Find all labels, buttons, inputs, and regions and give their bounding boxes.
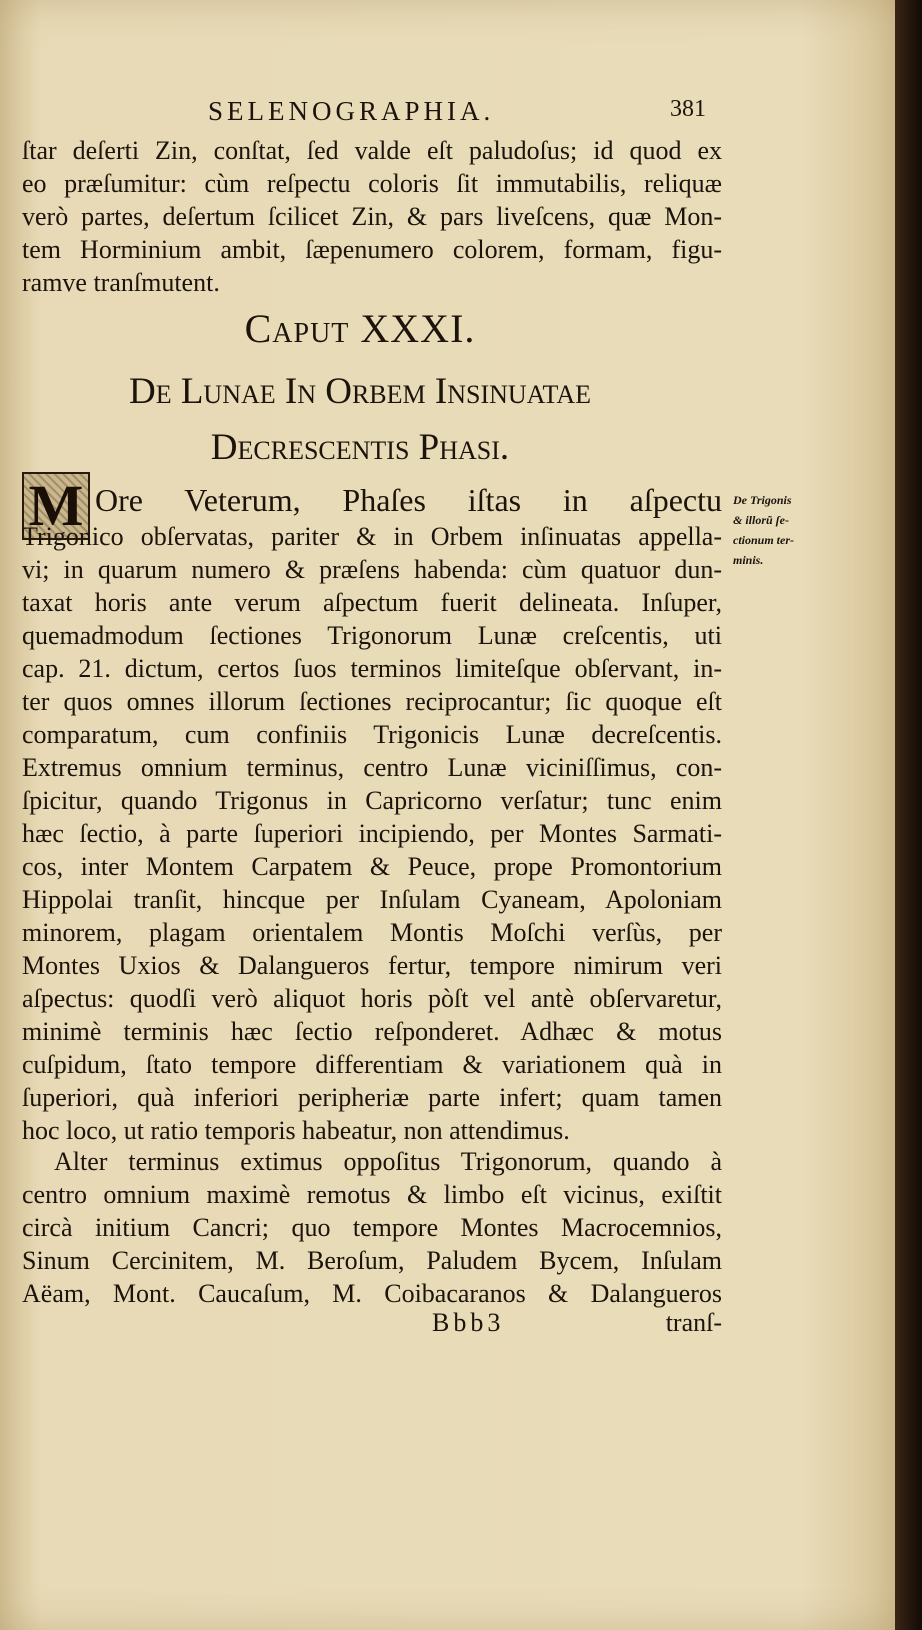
- text-line: centro omnium maximè remotus & limbo eſt vicinus, exiſtit: [22, 1180, 722, 1209]
- catchword: tranſ-: [665, 1308, 722, 1337]
- marginal-note-line: & illorũ ſe-: [733, 513, 789, 527]
- text-line: Extremus omnium terminus, centro Lunæ viciniſſimus, con-: [22, 753, 722, 782]
- page-footer: [22, 1308, 722, 1342]
- text-line: Aëam, Mont. Caucaſum, M. Coibacaranos & Dalangueros: [22, 1279, 722, 1308]
- chapter-heading: Caput XXXI.: [244, 306, 476, 351]
- text-line: circà initium Cancri; quo tempore Montes Macrocemnios,: [22, 1213, 722, 1242]
- text-line: cap. 21. dictum, certos ſuos terminos limiteſque obſervant, in-: [22, 654, 722, 683]
- text-line: Hippolai tranſit, hincque per Inſulam Cyaneam, Apoloniam: [22, 885, 722, 914]
- running-title: SELENOGRAPHIA.: [208, 96, 495, 126]
- marginal-note-line: De Trigonis: [733, 493, 792, 507]
- text-line: cuſpidum, ſtato tempore differentiam & variationem quà in: [22, 1050, 722, 1079]
- page-edge: [895, 0, 922, 1630]
- text-line: ramve tranſmutent.: [22, 268, 220, 297]
- text-line: Montes Uxios & Dalangueros fertur, tempore nimirum veri: [22, 951, 722, 980]
- text-line: ter quos omnes illorum ſectiones reciprocantur; ſic quoque eſt: [22, 687, 722, 716]
- paragraph-1: [22, 520, 722, 1147]
- text-line: vi; in quarum numero & præſens habenda: cùm quatuor dun-: [22, 555, 722, 584]
- text-line: Sinum Cercinitem, M. Beroſum, Paludem Bycem, Inſulam: [22, 1246, 722, 1275]
- marginal-note-line: ctionum ter-: [733, 533, 795, 547]
- text-line: Alter terminus extimus oppoſitus Trigonorum, quando à: [54, 1147, 722, 1176]
- text-line: ſuperiori, quà inferiori peripheriæ parte infert; quam tamen: [22, 1083, 722, 1112]
- text-line: ſtar deſerti Zin, conſtat, ſed valde eſt paludoſus; id quod ex: [22, 136, 722, 165]
- text-line: hoc loco, ut ratio temporis habeatur, non attendimus.: [22, 1116, 570, 1145]
- text-line: ſpicitur, quando Trigonus in Capricorno verſatur; tunc enim: [22, 786, 722, 815]
- text-line: comparatum, cum confiniis Trigonicis Lunæ decreſcentis.: [22, 720, 722, 749]
- text-line: taxat horis ante verum aſpectum fuerit delineata. Inſuper,: [22, 588, 722, 617]
- first-line: Ore Veterum, Phaſes iſtas in aſpectu: [95, 482, 722, 518]
- text-line: eo præſumitur: cùm reſpectu coloris ſit immutabilis, reliquæ: [22, 169, 722, 198]
- text-line: quemadmodum ſectiones Trigonorum Lunæ creſcentis, uti: [22, 621, 722, 650]
- text-line: tem Horminium ambit, ſæpenumero colorem, formam, figu-: [22, 235, 722, 264]
- top-paragraph: [22, 134, 722, 299]
- text-line: aſpectus: quodſi verò aliquot horis pòſt vel antè obſervaretur,: [22, 984, 722, 1013]
- drop-cap: M: [22, 472, 90, 540]
- chapter-title-line-2: Decrescentis Phasi.: [210, 427, 510, 468]
- chapter-title-line-1: De Lunae In Orbem Insinuatae: [128, 371, 592, 412]
- paragraph-2: [22, 1145, 722, 1310]
- marginal-note: [733, 490, 833, 570]
- text-line: Trigonico obſervatas, pariter & in Orbem inſinuatas appella-: [22, 522, 722, 551]
- text-line: verò partes, deſertum ſcilicet Zin, & pars liveſcens, quæ Mon-: [22, 202, 722, 231]
- page-number: 381: [670, 96, 706, 122]
- marginal-note-line: minis.: [733, 553, 764, 567]
- text-line: cos, inter Montem Carpatem & Peuce, prope Promontorium: [22, 852, 722, 881]
- text-line: hæc ſectio, à parte ſuperiori incipiendo, per Montes Sarmati-: [22, 819, 722, 848]
- text-line: minorem, plagam orientalem Montis Moſchi verſùs, per: [22, 918, 722, 947]
- signature-mark: Bbb3: [432, 1308, 505, 1337]
- text-line: minimè terminis hæc ſectio reſponderet. Adhæc & motus: [22, 1017, 722, 1046]
